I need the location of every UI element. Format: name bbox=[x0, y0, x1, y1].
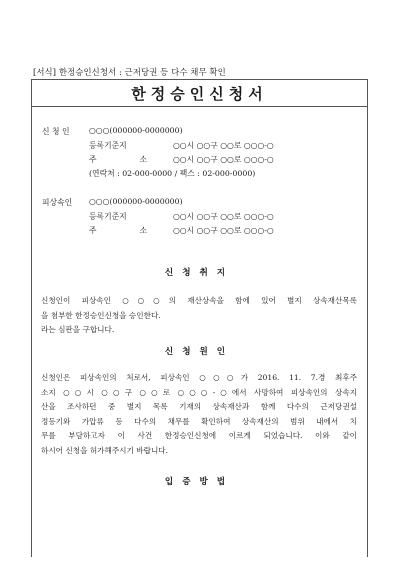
grounds-line: 산을 조사하던 중 별지 목록 기재의 상속재산과 함께 다수의 근저당권설 bbox=[41, 402, 357, 411]
applicant-domicile-label: 등록기준지 bbox=[89, 141, 127, 150]
purpose-line: 신청인이 피상속인 ○○○의 재산상속을 함에 있어 별지 상속재산목록 bbox=[41, 296, 357, 305]
applicant-name: ○○○(000000-0000000) bbox=[89, 126, 183, 135]
grounds-text bbox=[41, 371, 357, 458]
document-frame bbox=[31, 79, 368, 557]
applicant-address: ○○시 ○○구 ○○로 ○○○-○ bbox=[173, 155, 274, 164]
applicant-label: 신 청 인 bbox=[42, 127, 70, 136]
grounds-line: 신청인은 피상속인의 처로서, 피상속인 ○○○가 2016. 11. 7.경 최후주 bbox=[41, 373, 357, 382]
purpose-line: 라는 심판을 구합니다. bbox=[41, 325, 115, 334]
applicant-address-label: 주 소 bbox=[89, 155, 147, 164]
grounds-heading: 신청원인 bbox=[164, 347, 235, 357]
document-title: 한정승인신청서 bbox=[131, 84, 268, 103]
purpose-line: 을 첨부한 한정승인신청을 승인한다. bbox=[41, 310, 161, 320]
grounds-line: 소지 ○○시 ○○구 ○○로 ○○○-○에서 사망하여 피상속인의 상속지 bbox=[41, 387, 357, 397]
decedent-domicile: ○○시 ○○구 ○○로 ○○○-○ bbox=[173, 212, 274, 221]
evidence-heading: 입증방법 bbox=[164, 477, 235, 487]
applicant-contact: (연락처 : 02-000-0000 / 팩스 : 02-000-0000) bbox=[89, 169, 256, 178]
title-row bbox=[32, 80, 367, 107]
decedent-address: ○○시 ○○구 ○○로 ○○○-○ bbox=[173, 226, 274, 235]
decedent-domicile-label: 등록기준지 bbox=[89, 212, 127, 221]
grounds-line: 무를 부담하고자 이 사건 한정승인신청에 이르게 되었습니다. 이와 같이 bbox=[41, 431, 357, 440]
grounds-line: 정등기와 가압류 등 다수의 채무를 확인하여 상속재산의 범위 내에서 치 bbox=[41, 416, 357, 426]
grounds-line: 하시어 신청을 허가해주시기 바랍니다. bbox=[41, 445, 169, 455]
purpose-text bbox=[41, 294, 357, 338]
decedent-label: 피상속인 bbox=[42, 198, 73, 207]
form-label: [서식] 한정승인신청서 : 근저당권 등 다수 채무 확인 bbox=[33, 67, 226, 77]
applicant-domicile: ○○시 ○○구 ○○로 ○○○-○ bbox=[173, 141, 274, 150]
purpose-heading: 신청취지 bbox=[164, 268, 235, 278]
decedent-name: ○○○(000000-0000000) bbox=[89, 197, 183, 206]
decedent-address-label: 주 소 bbox=[89, 226, 147, 235]
